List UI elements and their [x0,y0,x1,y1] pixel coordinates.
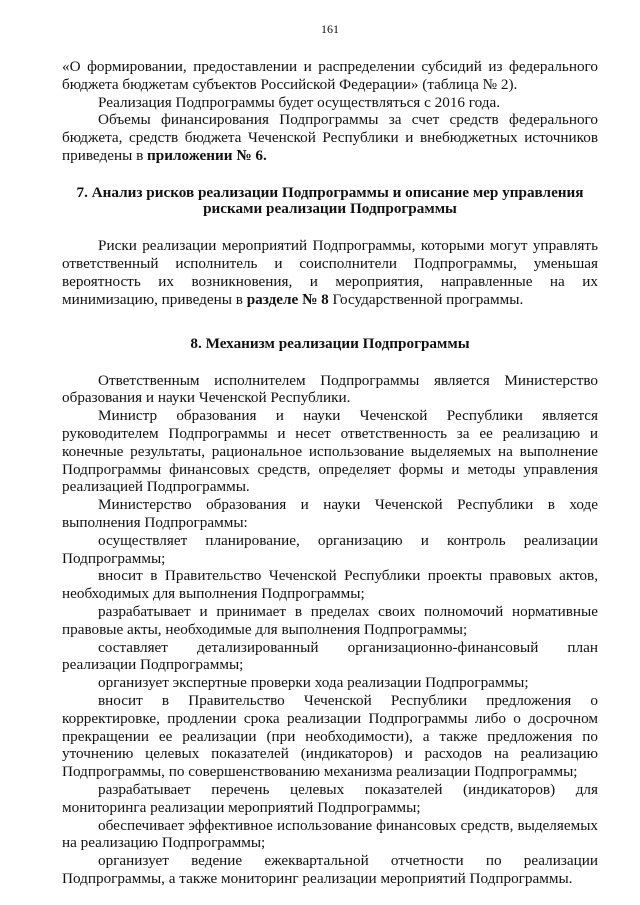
intro-paragraph-1: «О формировании, предоставлении и распределении субсидий из федерального бюджета бюджетам субъектов Российской Федерации» (таблица № 2). [62,58,598,93]
section-8-heading: 8. Механизм реализации Подпрограммы [190,334,470,352]
section-8-paragraph: составляет детализированный организационно-финансовый план реализации Подпрограммы; [62,638,598,674]
section-8-paragraph: организует экспертные проверки хода реализации Подпрограммы; [98,674,529,692]
section-7 [62,185,598,310]
document-page [62,22,598,888]
intro-paragraph-3-text: Объемы финансирования Подпрограммы за счет средств федерального бюджета, средств бюджета Чеченской Республики и внебюджетных источников приведены в [62,111,598,164]
section-8-paragraph: вносит в Правительство Чеченской Республики предложения о корректировке, продлении срока реализации Подпрограммы либо о досрочном прекращении ее реализации (при необходимости), а также предложения по уточнению целевых показателей (индикаторов) и расходов на реализацию Подпрограммы, по совершенствованию механизма реализации Подпрограммы; [62,691,598,781]
section-8-paragraph: разрабатывает и принимает в пределах своих полномочий нормативные правовые акты, необходимые для выполнения Подпрограммы; [62,602,598,638]
section-7-paragraph-text: Риски реализации мероприятий Подпрограммы, которыми могут управлять ответственный исполнитель и соисполнители Подпрограммы, уменьшая вероятность их возникновения, и мероприятия, направленные на их минимизацию, приведены в [62,236,598,309]
section-8-paragraph: Министр образования и науки Чеченской Республики является руководителем Подпрограммы и несет ответственность за ее реализацию и конечные результаты, рациональное использование выделяемых на выполнение Подпрограммы финансовых средств, определяет формы и методы управления реализацией Подпрограммы. [62,407,598,496]
intro-paragraph-2: Реализация Подпрограммы будет осуществляться с 2016 года. [98,93,501,111]
section-8-paragraph: осуществляет планирование, организацию и контроль реализации Подпрограммы; [62,531,598,567]
intro-paragraph-3 [62,111,598,164]
intro-block [62,58,598,165]
section-8-paragraph: обеспечивает эффективное использование финансовых средств, выделяемых на реализацию Подпрограммы; [62,816,598,852]
section-8 [62,336,598,888]
section-8-paragraph: организует ведение ежеквартальной отчетности по реализации Подпрограммы, а также мониторинг реализации мероприятий Подпрограммы. [62,852,598,887]
section-reference: разделе № 8 [246,291,329,309]
section-8-paragraph: Ответственным исполнителем Подпрограммы является Министерство образования и науки Чеченской Республики. [62,371,598,407]
page-number: 161 [321,22,339,36]
appendix-reference: приложении № 6. [147,146,267,164]
section-8-paragraph: разрабатывает перечень целевых показателей (индикаторов) для мониторинга реализации мероприятий Подпрограммы; [62,780,598,816]
section-8-paragraph: Министерство образования и науки Чеченской Республики в ходе выполнения Подпрограммы: [62,496,598,531]
section-8-paragraph: вносит в Правительство Чеченской Республики проекты правовых актов, необходимых для выполнения Подпрограммы; [62,567,598,603]
section-7-paragraph [62,237,598,310]
section-7-heading: 7. Анализ рисков реализации Подпрограммы и описание мер управления рисками реализации Подпрограммы [76,183,584,217]
section-7-paragraph-end: Государственной программы. [328,291,524,309]
